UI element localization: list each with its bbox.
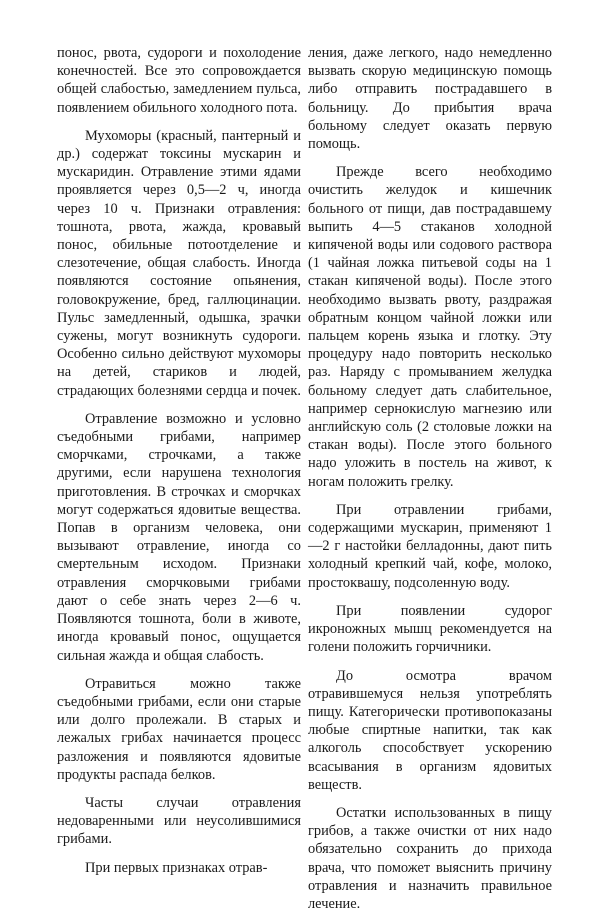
paragraph: При появлении судорог икроножных мышц рекомендуется на голени положить горчичники. [308, 602, 552, 656]
paragraph: Остатки использованных в пищу грибов, а также очистки от них надо обязательно сохранить до прихода врача, что поможет выяснить причину отравления и назначить правильное лечение. [308, 804, 552, 912]
left-column [57, 44, 301, 877]
paragraph: Часты случаи отравления недоваренными или неусолившимися грибами. [57, 794, 301, 848]
paragraph: До осмотра врачом отравившемуся нельзя употреблять пищу. Категорически противопоказаны любые спиртные напитки, так как алкоголь способствует ускорению всасывания в организм ядовитых веществ. [308, 667, 552, 793]
paragraph: Отравиться можно также съедобными грибами, если они старые или долго пролежали. В старых и лежалых грибах начинается процесс разложения и появляются ядовитые продукты распада белков. [57, 675, 301, 783]
right-column [308, 44, 552, 913]
paragraph: При первых признаках отрав- [85, 859, 268, 876]
paragraph: При отравлении грибами, содержащими мускарин, применяют 1—2 г настойки белладонны, дают пить холодный крепкий чай, кофе, молоко, простоквашу, подсоленную воду. [308, 501, 552, 591]
paragraph: Отравление возможно и условно съедобными грибами, например сморчками, строчками, а также другими, если нарушена технология приготовления. В строчках и сморчках могут содержаться ядовитые вещества. Попав в организм человека, они вызывают отравление, иногда со смертельным исходом. Признаки отравления сморчковыми грибами дают о себе знать через 2—6 ч. Появляются тошнота, боли в животе, иногда кровавый понос, ощущается сильная жажда и общая слабость. [57, 410, 301, 664]
paragraph: Мухоморы (красный, пантерный и др.) содержат токсины мускарин и мускаридин. Отравление этими ядами проявляется через 0,5—2 ч, иногда через 10 ч. Признаки отравления: тошнота, рвота, жажда, кровавый понос, обильные потоотделение и слезотечение, общая слабость. Иногда появляются состояние опьянения, головокружение, бред, галлюцинации. Пульс замедленный, одышка, зрачки сужены, могут возникнуть судороги. Особенно сильно действуют мухоморы на детей, стариков и людей, страдающих болезнями сердца и почек. [57, 127, 301, 399]
paragraph: ления, даже легкого, надо немедленно вызвать скорую медицинскую помощь либо отправить пострадавшего в больницу. До прибытия врача больному следует оказать первую помощь. [308, 45, 552, 153]
paragraph: понос, рвота, судороги и похолодение конечностей. Все это сопровождается общей слабостью, замедлением пульса, появлением обильного холодного пота. [57, 45, 301, 116]
paragraph: Прежде всего необходимо очистить желудок и кишечник больного от пищи, дав пострадавшему выпить 4—5 стаканов холодной кипяченой воды или содового раствора (1 чайная ложка питьевой соды на 1 стакан кипяченой воды). После этого необходимо вызвать рвоту, раздражая обратным концом чайной ложки или пальцем корень языка и глотку. Эту процедуру надо повторить несколько раз. Наряду с промыванием желудка больному следует дать слабительное, например сернокислую магнезию или английскую соль (2 столовые ложки на стакан воды). После этого больного надо уложить в постель на живот, к ногам положить грелку. [308, 164, 552, 490]
